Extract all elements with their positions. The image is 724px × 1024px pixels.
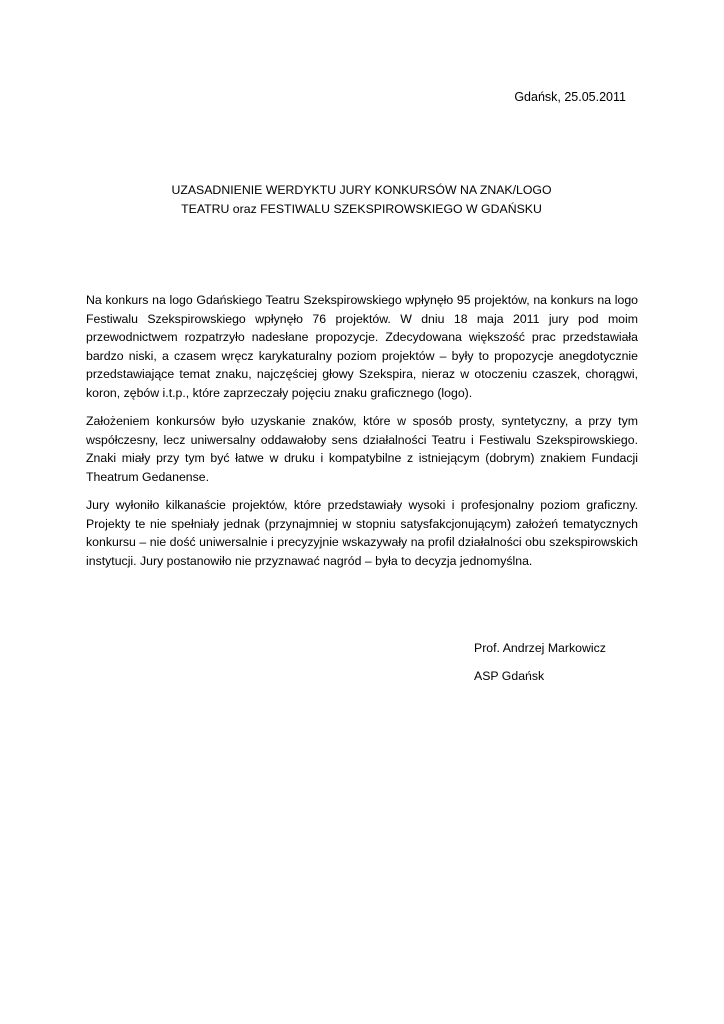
- signature-institution: ASP Gdańsk: [474, 669, 545, 683]
- signature-block: [474, 640, 606, 696]
- document-title: [86, 181, 637, 218]
- signature-name: Prof. Andrzej Markowicz: [474, 641, 606, 655]
- paragraph-1: Na konkurs na logo Gdańskiego Teatru Szekspirowskiego wpłynęło 95 projektów, na konkurs na logo Festiwalu Szekspirowskiego wpłynęło 76 projektów. W dniu 18 maja 2011 jury pod moim przewodnictwem rozpatrzyło nadesłane propozycje. Zdecydowana większość prac przedstawiała bardzo niski, a czasem wręcz karykaturalny poziom projektów – były to propozycje anegdotycznie przedstawiające temat znaku, najczęściej głowy Szekspira, nieraz w otoczeniu czaszek, chorągwi, koron, zębów i.t.p., które zaprzeczały pojęciu znaku graficznego (logo).: [86, 293, 638, 400]
- title-line-2: TEATRU oraz FESTIWALU SZEKSPIROWSKIEGO W GDAŃSKU: [181, 201, 542, 216]
- paragraph-2: Założeniem konkursów było uzyskanie znaków, które w sposób prosty, syntetyczny, a przy tym współczesny, lecz uniwersalny oddawałoby sens działalności Teatru i Festiwalu Szekspirowskiego. Znaki miały przy tym być łatwe w druku i kompatybilne z istniejącym (dobrym) znakiem Fundacji Theatrum Gedanense.: [86, 414, 638, 484]
- document-body: [86, 291, 638, 580]
- title-line-1: UZASADNIENIE WERDYKTU JURY KONKURSÓW NA ZNAK/LOGO: [171, 183, 552, 197]
- paragraph-3: Jury wyłoniło kilkanaście projektów, które przedstawiały wysoki i profesjonalny poziom graficzny. Projekty te nie spełniały jednak (przynajmniej w stopniu satysfakcjonującym) założeń tematycznych konkursu – nie dość uniwersalnie i precyzyjnie wskazywały na profil działalności obu szekspirowskich instytucji. Jury postanowiło nie przyznawać nagród – była to decyzja jednomyślna.: [86, 498, 638, 568]
- document-date: Gdańsk, 25.05.2011: [514, 90, 626, 104]
